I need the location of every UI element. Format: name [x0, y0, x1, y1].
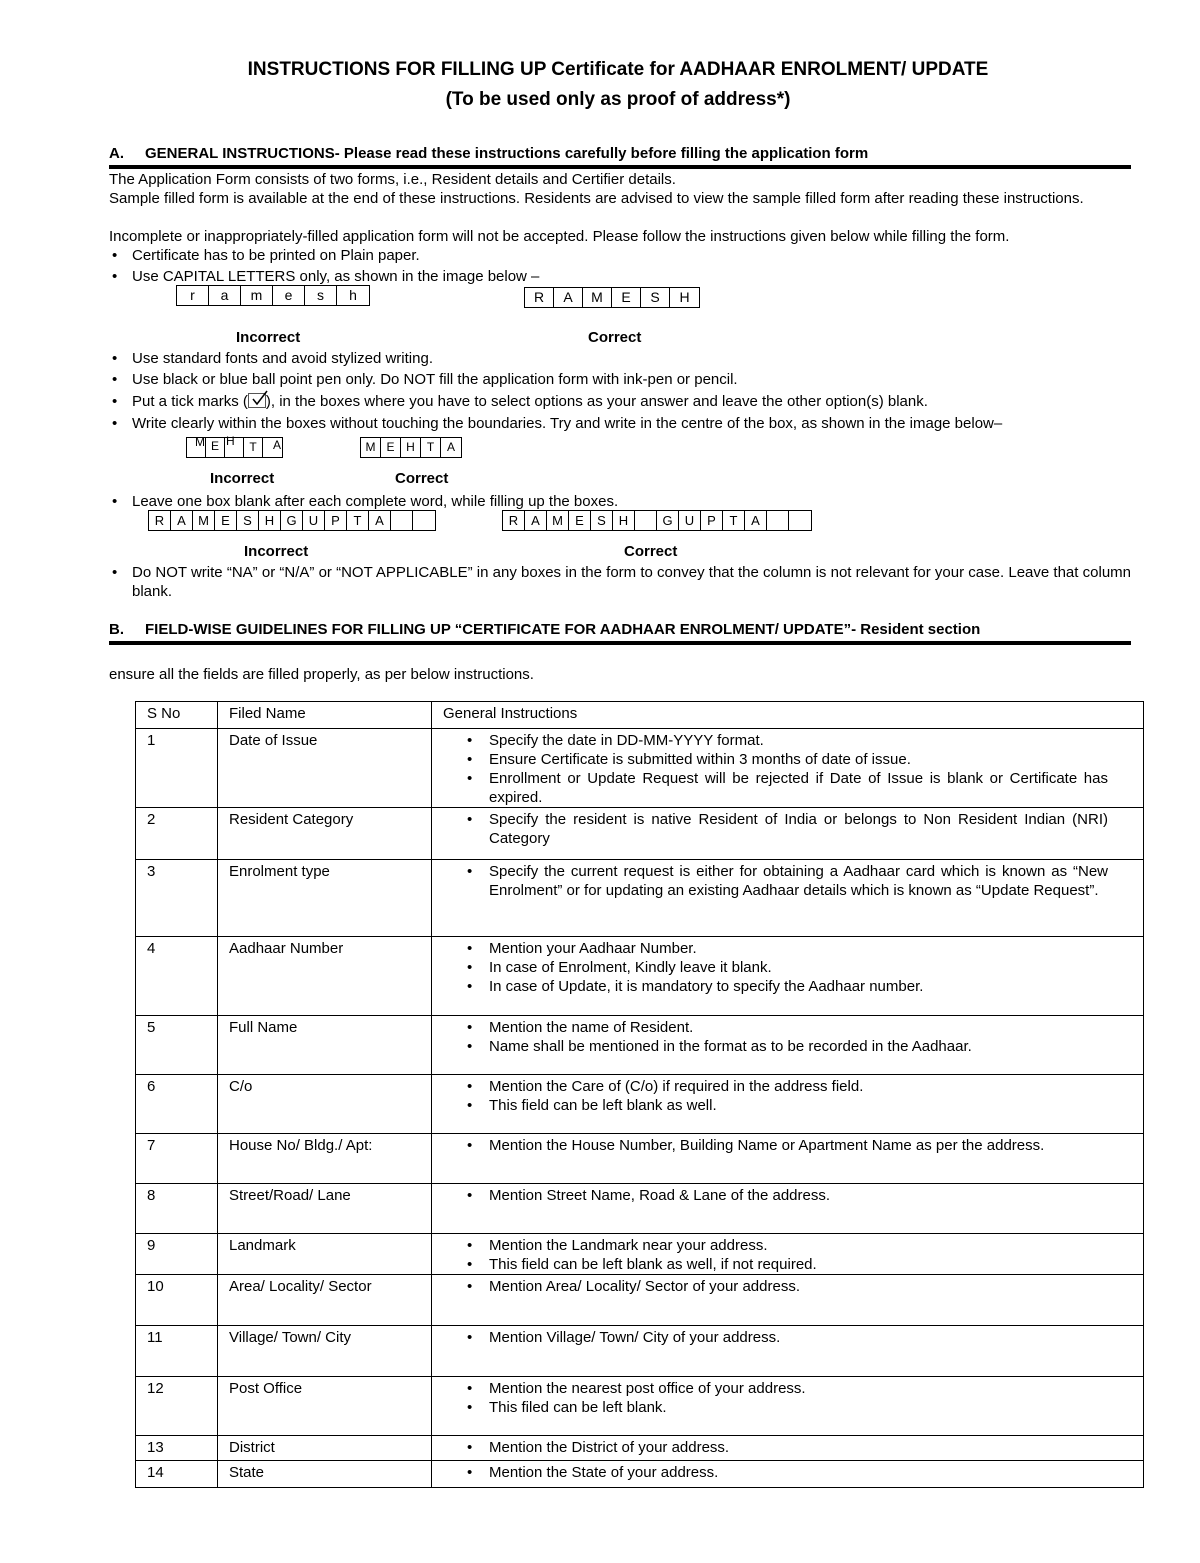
box-letter: R: [503, 511, 525, 530]
section-b-number: B.: [109, 621, 124, 638]
instruction-item: • Mention the Care of (C/o) if required in the address field.: [489, 1077, 1108, 1096]
instruction-list: [443, 1438, 1132, 1457]
row-sno: 14: [136, 1461, 218, 1488]
row-field-name: House No/ Bldg./ Apt:: [218, 1134, 432, 1184]
box-letter: G: [657, 511, 679, 530]
row-sno: 3: [136, 860, 218, 937]
instruction-list: [443, 1018, 1132, 1056]
instruction-list: [443, 1136, 1132, 1155]
instruction-list: [443, 1236, 1132, 1274]
row-field-name: Post Office: [218, 1377, 432, 1436]
row-sno: 11: [136, 1326, 218, 1377]
instruction-item: • Mention Area/ Locality/ Sector of your address.: [489, 1277, 1108, 1296]
row-instructions: [432, 1184, 1144, 1234]
box-letter: a: [209, 286, 241, 305]
table-row: [136, 1184, 1144, 1234]
row-sno: 4: [136, 937, 218, 1016]
box-letter: s: [305, 286, 337, 305]
box-letter: A: [525, 511, 547, 530]
row-instructions: [432, 1275, 1144, 1326]
box-letter: E: [612, 288, 641, 307]
row-field-name: Full Name: [218, 1016, 432, 1075]
box-letter: M: [187, 438, 206, 457]
row-instructions: [432, 1436, 1144, 1461]
row-instructions: [432, 1377, 1144, 1436]
row-instructions: [432, 860, 1144, 937]
table-header-row: [136, 702, 1144, 729]
document-title: INSTRUCTIONS FOR FILLING UP Certificate for AADHAAR ENROLMENT/ UPDATE: [247, 59, 989, 80]
row-instructions: [432, 1134, 1144, 1184]
example-stylized-boxes: [186, 434, 283, 458]
table-row: [136, 1326, 1144, 1377]
box-letter: E: [206, 438, 225, 457]
instruction-item: • Mention the Landmark near your address.: [489, 1236, 1108, 1255]
row-sno: 13: [136, 1436, 218, 1461]
section-a-subtitle: - Please read these instructions carefully before filling the application form: [334, 145, 869, 162]
box-letter: [789, 511, 811, 530]
box-letter: [391, 511, 413, 530]
box-letter: [635, 511, 657, 530]
table-row: [136, 860, 1144, 937]
bullet-write-clearly: • Write clearly within the boxes without touching the boundaries. Try and write in the centre of the box, as shown in the image below–: [109, 414, 1131, 433]
example-lowercase-boxes: [176, 285, 370, 306]
box-letter: r: [177, 286, 209, 305]
box-letter: S: [591, 511, 613, 530]
row-field-name: Resident Category: [218, 808, 432, 860]
box-letter: T: [723, 511, 745, 530]
instruction-item: • Mention Village/ Town/ City of your address.: [489, 1328, 1108, 1347]
box-letter: E: [215, 511, 237, 530]
row-sno: 12: [136, 1377, 218, 1436]
row-sno: 8: [136, 1184, 218, 1234]
field-guidelines-table: [135, 701, 1144, 1488]
row-instructions: [432, 1016, 1144, 1075]
row-instructions: [432, 729, 1144, 808]
instruction-item: • This field can be left blank as well.: [489, 1096, 1108, 1115]
row-field-name: Landmark: [218, 1234, 432, 1275]
box-letter: A: [745, 511, 767, 530]
instruction-item: • Mention the nearest post office of your address.: [489, 1379, 1108, 1398]
instruction-item: • Mention the District of your address.: [489, 1438, 1108, 1457]
instruction-item: • Mention your Aadhaar Number.: [489, 939, 1108, 958]
row-sno: 9: [136, 1234, 218, 1275]
bullet-plain-paper: • Certificate has to be printed on Plain paper.: [109, 246, 1131, 265]
tick-text-before: Put a tick marks (: [132, 393, 248, 410]
section-b-intro: ensure all the fields are filled properly, as per below instructions.: [109, 666, 534, 683]
box-letter: [767, 511, 789, 530]
box-letter: H: [225, 438, 244, 457]
table-row: [136, 1275, 1144, 1326]
intro-paragraph-2: Sample filled form is available at the end of these instructions. Residents are advised to view the sample filled form after reading these instructions.: [109, 190, 1084, 207]
box-letter: P: [701, 511, 723, 530]
box-letter: U: [303, 511, 325, 530]
example-uppercase-boxes: [524, 287, 700, 308]
table-row: [136, 937, 1144, 1016]
instruction-list: [443, 1186, 1132, 1205]
instruction-item: • Mention the name of Resident.: [489, 1018, 1108, 1037]
row-field-name: Aadhaar Number: [218, 937, 432, 1016]
row-instructions: [432, 1461, 1144, 1488]
instruction-item: • Enrollment or Update Request will be rejected if Date of Issue is blank or Certificate has expired.: [489, 769, 1108, 807]
instruction-list: [443, 1328, 1132, 1347]
box-letter: S: [641, 288, 670, 307]
box-letter: A: [369, 511, 391, 530]
table-row: [136, 1075, 1144, 1134]
box-letter: m: [241, 286, 273, 305]
table-row: [136, 808, 1144, 860]
table-row: [136, 729, 1144, 808]
box-letter: M: [583, 288, 612, 307]
box-letter: H: [613, 511, 635, 530]
tick-text-after: ), in the boxes where you have to select options as your answer and leave the other option(s) blank.: [265, 393, 928, 410]
correct-label: Correct: [588, 329, 642, 346]
section-b-title: FIELD-WISE GUIDELINES FOR FILLING UP “CERTIFICATE FOR AADHAAR ENROLMENT/ UPDATE”- Resident section: [145, 621, 981, 638]
box-letter: T: [347, 511, 369, 530]
example-centered-boxes: [360, 437, 462, 458]
table-row: [136, 1134, 1144, 1184]
box-letter: A: [446, 440, 455, 454]
table-row: [136, 1436, 1144, 1461]
box-letter: R: [149, 511, 171, 530]
row-field-name: District: [218, 1436, 432, 1461]
section-a-title: GENERAL INSTRUCTIONS: [145, 145, 335, 162]
bullet-ball-point-pen: • Use black or blue ball point pen only. Do NOT fill the application form with ink-pen or pencil.: [109, 370, 1131, 389]
example-no-space-boxes: [148, 510, 436, 531]
row-field-name: Street/Road/ Lane: [218, 1184, 432, 1234]
row-instructions: [432, 1075, 1144, 1134]
table-row: [136, 1234, 1144, 1275]
instruction-item: • Mention the House Number, Building Name or Apartment Name as per the address.: [489, 1136, 1108, 1155]
instruction-item: • Specify the date in DD-MM-YYYY format.: [489, 731, 1108, 750]
instruction-item: • Specify the resident is native Resident of India or belongs to Non Resident Indian (NRI) Category: [489, 810, 1108, 848]
instruction-list: [443, 862, 1132, 900]
instruction-item: • Mention the State of your address.: [489, 1463, 1108, 1482]
intro-paragraph-3: Incomplete or inappropriately-filled application form will not be accepted. Please follow the instructions given below while filling the form.: [109, 228, 1010, 245]
instruction-item: • Name shall be mentioned in the format as to be recorded in the Aadhaar.: [489, 1037, 1108, 1056]
section-a-number: A.: [109, 145, 124, 162]
box-letter: h: [349, 287, 357, 303]
row-sno: 6: [136, 1075, 218, 1134]
box-letter: A: [272, 438, 281, 452]
instruction-item: • Ensure Certificate is submitted within 3 months of date of issue.: [489, 750, 1108, 769]
instruction-item: • In case of Update, it is mandatory to specify the Aadhaar number.: [489, 977, 1108, 996]
incorrect-label: Incorrect: [236, 329, 301, 346]
instruction-list: [443, 810, 1132, 848]
header-sno: S No: [136, 702, 218, 729]
table-row: [136, 1377, 1144, 1436]
box-letter: A: [171, 511, 193, 530]
box-letter: U: [679, 511, 701, 530]
box-letter: G: [281, 511, 303, 530]
row-field-name: Date of Issue: [218, 729, 432, 808]
box-letter: E: [569, 511, 591, 530]
example-with-space-boxes: [502, 510, 812, 531]
row-sno: 2: [136, 808, 218, 860]
header-field-name: Filed Name: [218, 702, 432, 729]
row-sno: 5: [136, 1016, 218, 1075]
row-field-name: Village/ Town/ City: [218, 1326, 432, 1377]
box-letter: M: [547, 511, 569, 530]
box-letter: H: [401, 438, 421, 457]
instruction-list: [443, 1463, 1132, 1482]
row-sno: 10: [136, 1275, 218, 1326]
row-field-name: Area/ Locality/ Sector: [218, 1275, 432, 1326]
bullet-standard-fonts: • Use standard fonts and avoid stylized writing.: [109, 349, 1131, 368]
instruction-item: • Specify the current request is either for obtaining a Aadhaar card which is known as “New Enrolment” or for updating an existing Aadhaar details which is known as “Update Request”.: [489, 862, 1108, 900]
document-subtitle: (To be used only as proof of address*): [445, 89, 791, 110]
correct-label: Correct: [624, 543, 678, 560]
checkbox-tick-icon: [248, 393, 266, 408]
box-letter: E: [381, 438, 401, 457]
box-letter: [413, 511, 435, 530]
incorrect-label: Incorrect: [210, 470, 275, 487]
box-letter: T: [244, 438, 263, 457]
instruction-list: [443, 1077, 1132, 1115]
bullet-leave-blank-box: • Leave one box blank after each complete word, while filling up the boxes.: [109, 492, 1131, 511]
box-letter: H: [679, 289, 690, 305]
box-letter: S: [237, 511, 259, 530]
instruction-item: • Mention Street Name, Road & Lane of the address.: [489, 1186, 1108, 1205]
box-letter: P: [325, 511, 347, 530]
row-instructions: [432, 1326, 1144, 1377]
instruction-item: • This filed can be left blank.: [489, 1398, 1108, 1417]
box-letter: H: [259, 511, 281, 530]
row-field-name: Enrolment type: [218, 860, 432, 937]
section-b-heading: [109, 621, 1131, 645]
bullet-no-na: • Do NOT write “NA” or “N/A” or “NOT APPLICABLE” in any boxes in the form to convey that the column is not relevant for your case. Leave that column blank.: [109, 563, 1131, 601]
row-sno: 7: [136, 1134, 218, 1184]
row-instructions: [432, 1234, 1144, 1275]
section-a-heading: [109, 145, 1131, 169]
bullet-tick-marks: [109, 392, 1131, 411]
instruction-list: [443, 731, 1132, 807]
row-instructions: [432, 808, 1144, 860]
instruction-list: [443, 1379, 1132, 1417]
row-field-name: State: [218, 1461, 432, 1488]
box-letter: M: [193, 511, 215, 530]
intro-paragraph-1: The Application Form consists of two forms, i.e., Resident details and Certifier details.: [109, 171, 676, 188]
instruction-item: • This field can be left blank as well, if not required.: [489, 1255, 1108, 1274]
box-letter: T: [421, 438, 441, 457]
table-row: [136, 1461, 1144, 1488]
row-field-name: C/o: [218, 1075, 432, 1134]
header-general-instructions: General Instructions: [432, 702, 1144, 729]
box-letter: R: [525, 288, 554, 307]
row-sno: 1: [136, 729, 218, 808]
instruction-list: [443, 939, 1132, 996]
correct-label: Correct: [395, 470, 449, 487]
instruction-item: • In case of Enrolment, Kindly leave it blank.: [489, 958, 1108, 977]
instruction-list: [443, 1277, 1132, 1296]
table-row: [136, 1016, 1144, 1075]
incorrect-label: Incorrect: [244, 543, 309, 560]
box-letter: M: [361, 438, 381, 457]
bullet-capital-letters: • Use CAPITAL LETTERS only, as shown in the image below –: [109, 267, 1131, 286]
box-letter: A: [554, 288, 583, 307]
box-letter: e: [273, 286, 305, 305]
row-instructions: [432, 937, 1144, 1016]
